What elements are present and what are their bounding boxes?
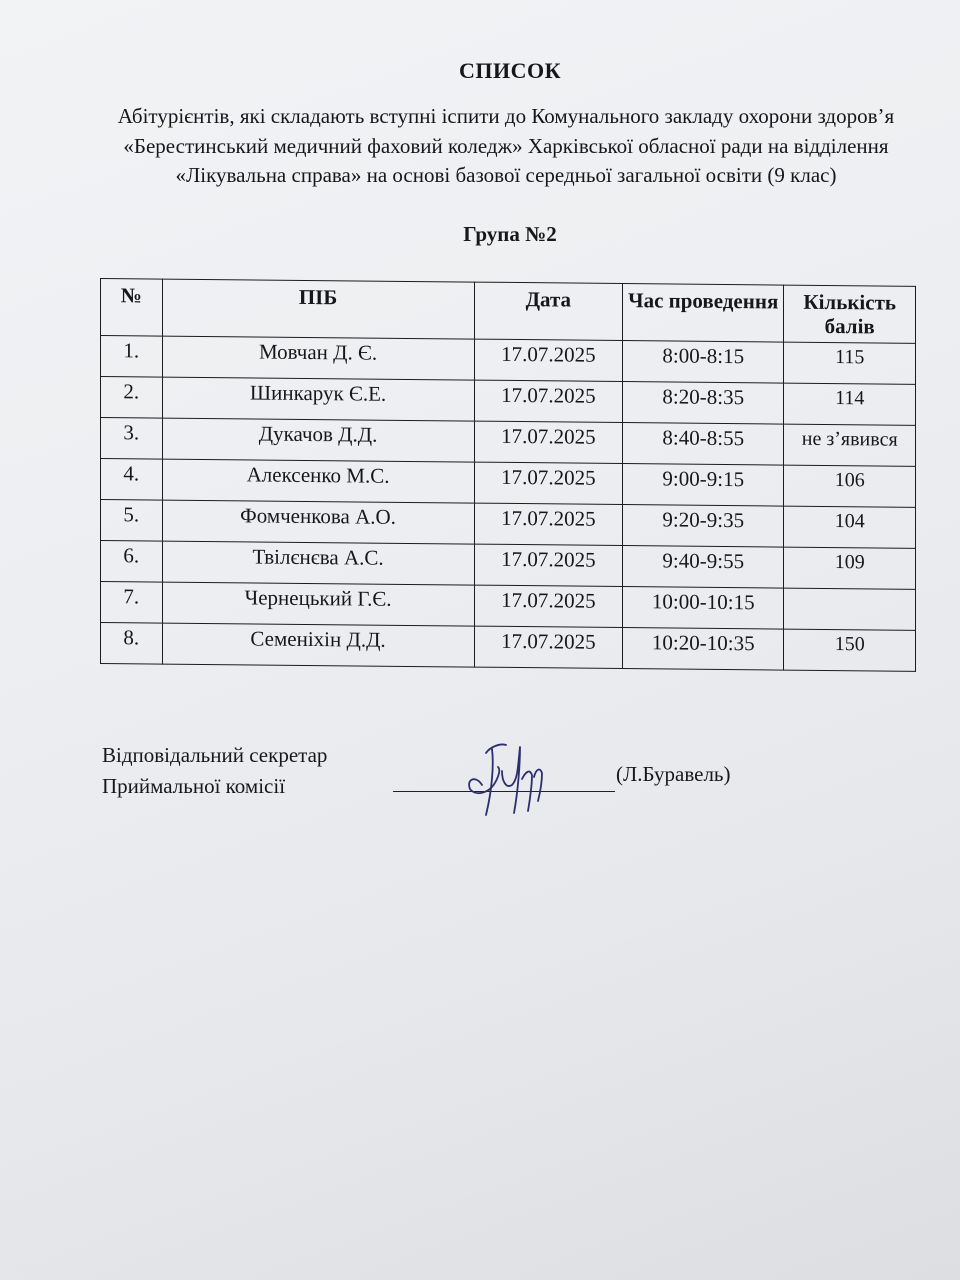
row-name: Семеніхін Д.Д.: [162, 623, 474, 667]
row-name: Фомченкова А.О.: [162, 500, 474, 544]
document-title: СПИСОК: [458, 58, 562, 83]
row-score: 150: [784, 629, 916, 671]
table-row: [101, 623, 916, 672]
row-date: 17.07.2025: [474, 462, 623, 504]
row-score: 106: [784, 465, 916, 507]
row-score: 104: [784, 506, 916, 548]
row-name: Твілєнєва А.С.: [162, 541, 474, 585]
header-name: ПІБ: [162, 279, 474, 339]
row-number: 1.: [101, 336, 163, 378]
row-time: 10:00-10:15: [623, 587, 784, 630]
header-number: №: [101, 279, 163, 337]
row-number: 3.: [101, 418, 163, 460]
group-label: Група №2: [463, 222, 557, 246]
row-name: Дукачов Д.Д.: [162, 418, 474, 462]
row-score: 115: [784, 342, 916, 384]
row-number: 2.: [101, 377, 163, 419]
row-name: Чернецький Г.Є.: [162, 582, 474, 626]
row-date: 17.07.2025: [474, 626, 623, 668]
row-time: 8:00-8:15: [623, 341, 784, 384]
signatory-role-line1: Відповідальний секретар: [102, 743, 328, 767]
header-time: Час проведення: [623, 284, 784, 343]
row-time: 8:20-8:35: [623, 382, 784, 425]
row-name: Шинкарук Є.Е.: [162, 377, 474, 421]
header-date: Дата: [474, 282, 623, 340]
header-score: Кількість балів: [784, 285, 916, 343]
row-score: 109: [784, 547, 916, 589]
table-header-row: [101, 279, 916, 344]
row-date: 17.07.2025: [474, 339, 623, 381]
row-number: 8.: [101, 623, 163, 665]
row-score: 114: [784, 383, 916, 425]
row-number: 5.: [101, 500, 163, 542]
row-date: 17.07.2025: [474, 421, 623, 463]
signatory-role: [102, 740, 327, 802]
signatory-role-line2: Приймальної комісії: [102, 774, 286, 798]
applicants-table: [100, 278, 916, 672]
row-score: не з’явився: [784, 424, 916, 466]
row-date: 17.07.2025: [474, 380, 623, 422]
row-time: 10:20-10:35: [623, 628, 784, 671]
row-number: 7.: [101, 582, 163, 624]
row-time: 8:40-8:55: [623, 423, 784, 466]
signatory-name: (Л.Буравель): [616, 762, 731, 786]
document-description: Абітурієнтів, які складають вступні іспити до Комунального закладу охорони здоров’я «Берестинський медичний фаховий коледж» Харківської обласної ради на відділення «Лікувальна справа» на основі базової середньої загальної освіти (9 клас): [117, 104, 895, 187]
row-number: 4.: [101, 459, 163, 501]
row-number: 6.: [101, 541, 163, 583]
row-time: 9:00-9:15: [623, 464, 784, 507]
row-score: [784, 588, 916, 630]
handwritten-signature: [456, 735, 566, 820]
row-name: Мовчан Д. Є.: [162, 336, 474, 380]
row-date: 17.07.2025: [474, 585, 623, 627]
row-date: 17.07.2025: [474, 503, 623, 545]
row-time: 9:20-9:35: [623, 505, 784, 548]
row-name: Алексенко М.С.: [162, 459, 474, 503]
row-time: 9:40-9:55: [623, 546, 784, 589]
row-date: 17.07.2025: [474, 544, 623, 586]
